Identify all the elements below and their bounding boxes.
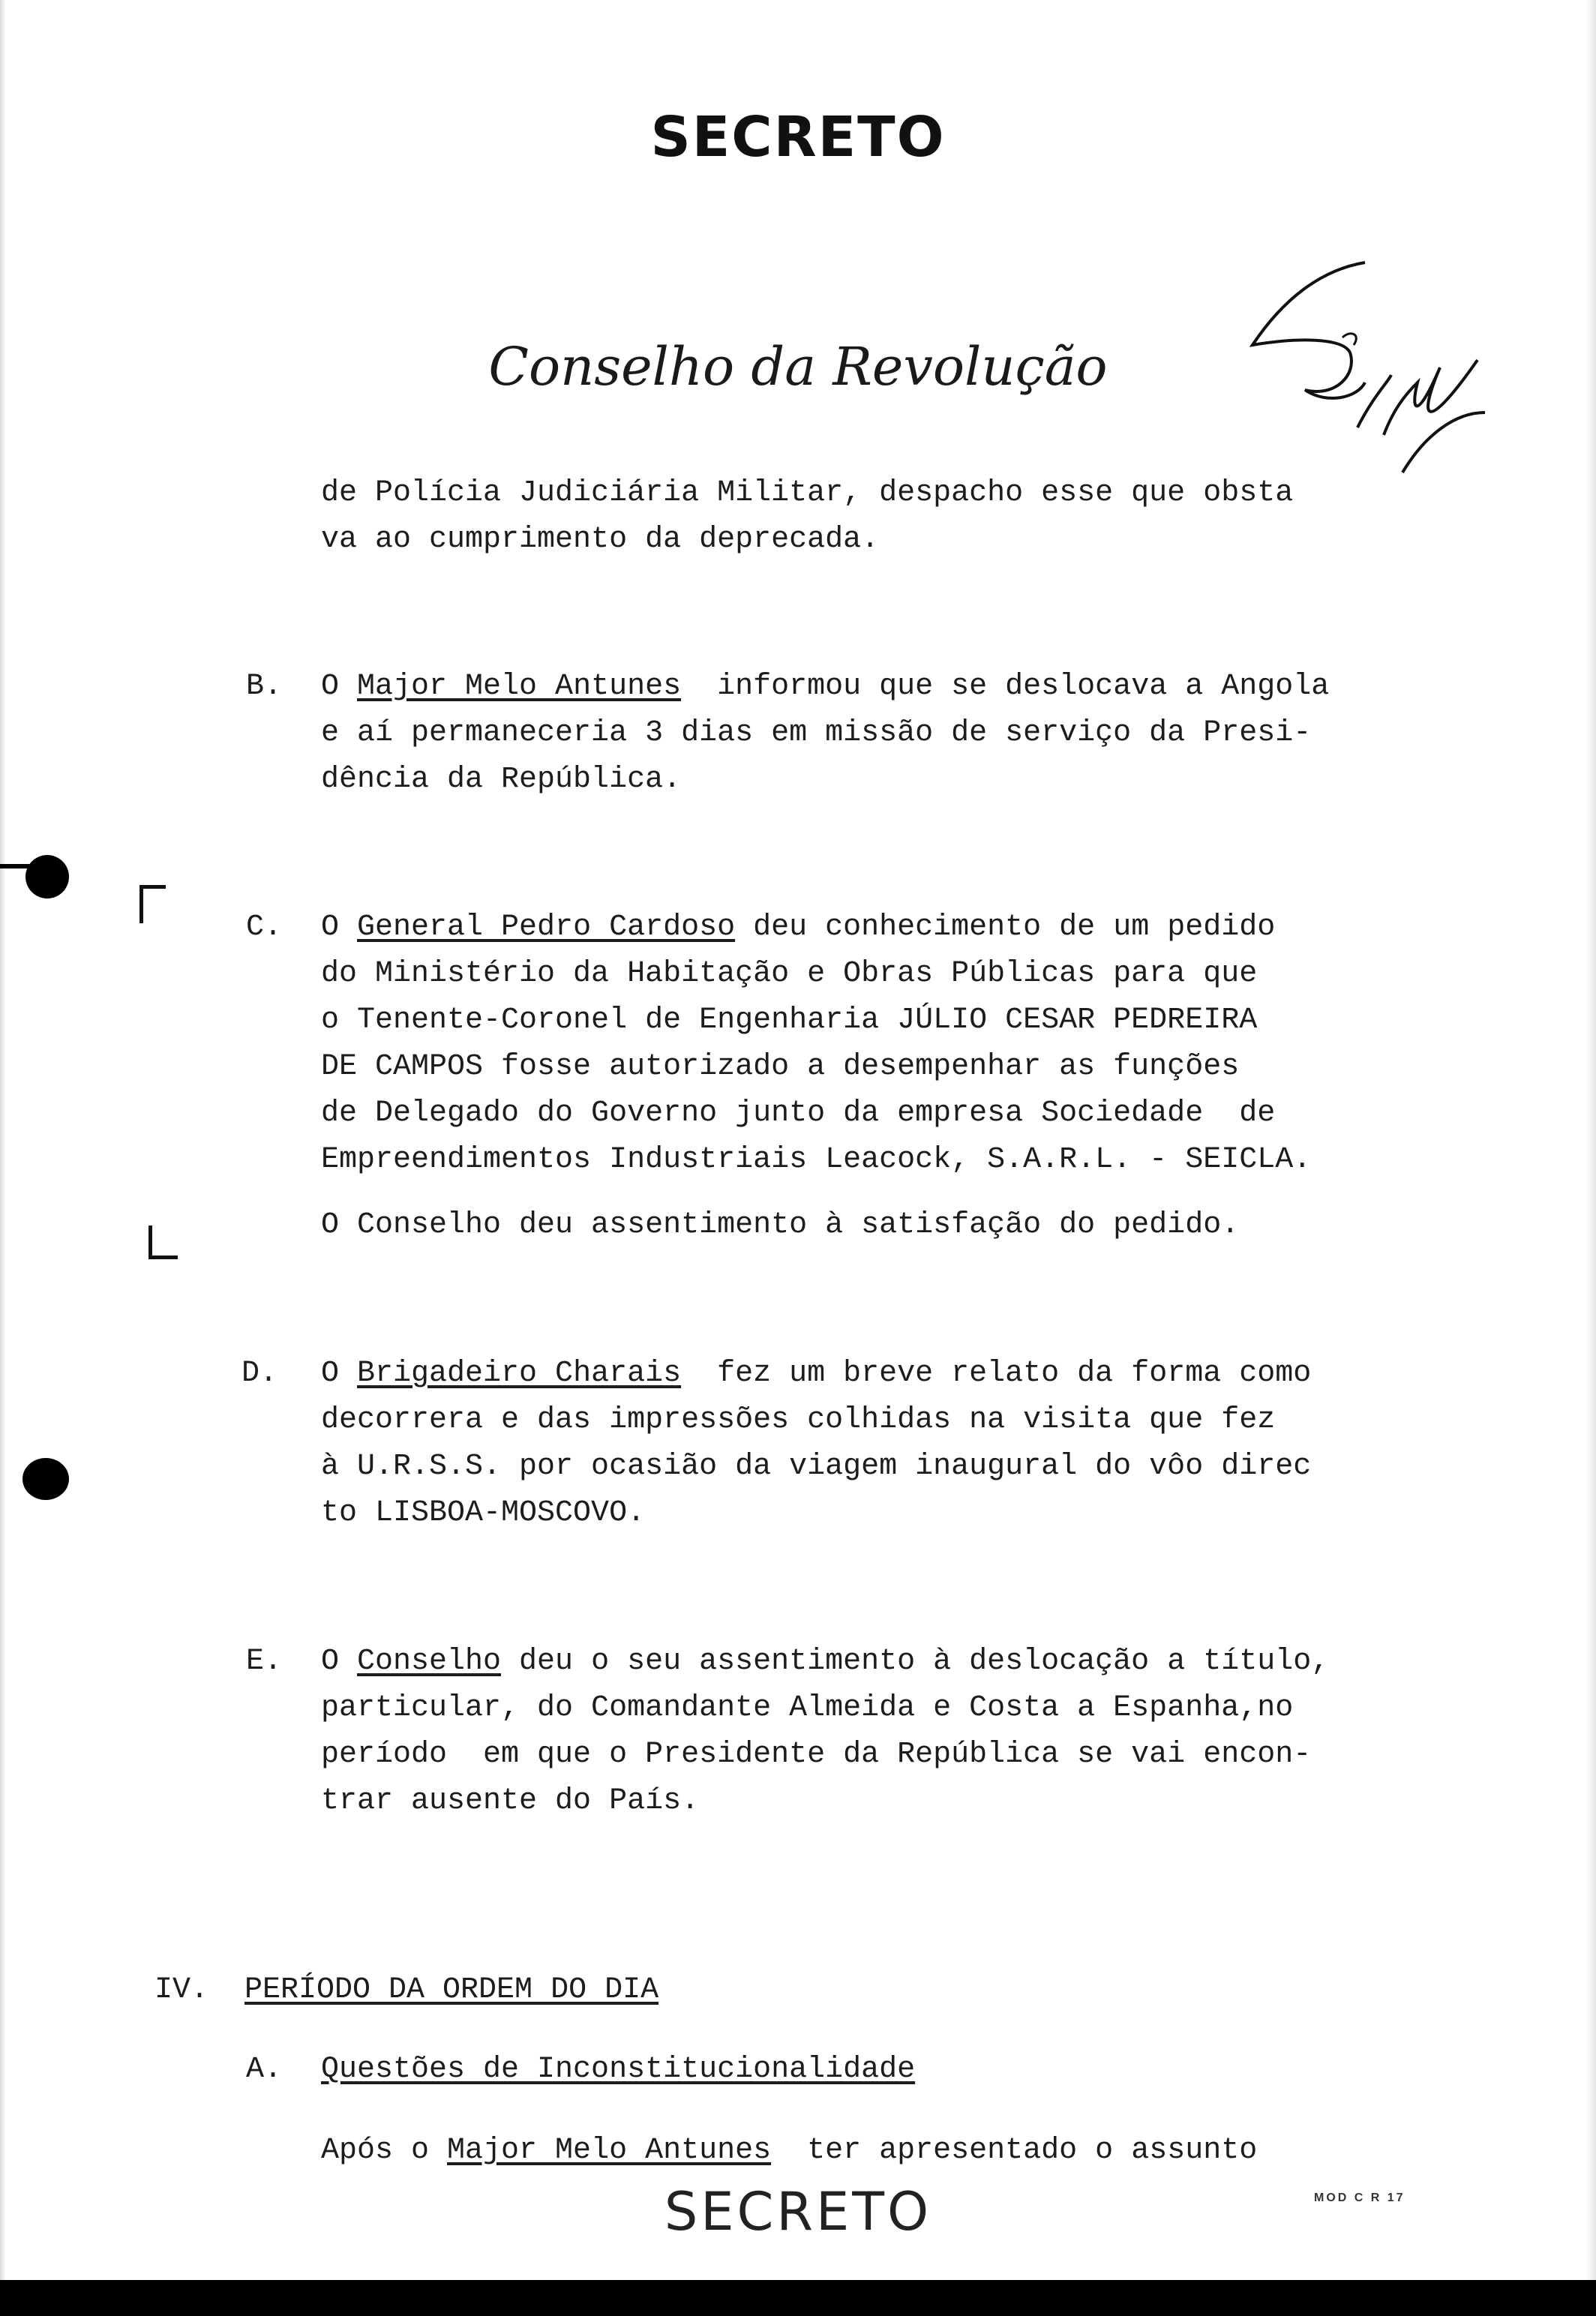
text-line: [321, 1052, 1239, 1082]
underlined-name: PERÍODO DA ORDEM DO DIA: [244, 1973, 659, 2007]
section-label-d: D.: [242, 1357, 278, 1390]
text-line: [321, 1498, 645, 1528]
text-line: [321, 525, 879, 555]
text-line: [321, 1359, 1311, 1389]
text-line: [321, 1006, 1257, 1036]
text-line: [321, 672, 1329, 702]
header-classification-stamp: SECRETO: [650, 105, 946, 170]
text-run: particular, do Comandante Almeida e Costa a Espanha,no: [321, 1691, 1294, 1725]
text-run: do Ministério da Habitação e Obras Públicas para que: [321, 957, 1258, 991]
text-line: [321, 1096, 1276, 1130]
text-run: de Delegado do Governo junto da empresa Sociedade de: [321, 1096, 1276, 1130]
institution-letterhead: Conselho da Revolução: [488, 336, 1108, 398]
text-line: [321, 1786, 699, 1816]
text-run: deu conhecimento de um pedido: [735, 910, 1276, 944]
text-run: O Conselho deu assentimento à satisfação do pedido.: [321, 1208, 1240, 1242]
text-run: trar ausente do País.: [321, 1784, 700, 1818]
text-run: O: [321, 1357, 358, 1390]
text-run: fez um breve relato da forma como: [681, 1357, 1312, 1390]
text-line: [321, 2055, 915, 2085]
text-line: [321, 1403, 1276, 1437]
punch-hole: [22, 1458, 69, 1500]
text-run: deu o seu assentimento à deslocação a título,: [501, 1645, 1330, 1678]
text-line: [244, 1973, 659, 2007]
text-line: [321, 1452, 1311, 1482]
underlined-name: Questões de Inconstitucionalidade: [321, 2053, 916, 2086]
punch-hole: [26, 855, 69, 898]
text-run: o Tenente-Coronel de Engenharia JÚLIO CESAR PEDREIRA: [321, 1004, 1258, 1037]
text-line: [321, 959, 1257, 989]
underlined-name: Major Melo Antunes: [357, 670, 682, 704]
text-line: [321, 910, 1276, 944]
text-run: O: [321, 910, 358, 944]
text-line: [321, 1210, 1239, 1240]
text-run: to LISBOA-MOSCOVO.: [321, 1496, 646, 1530]
section-label-a: A.: [246, 2053, 283, 2086]
section-label-e: E.: [246, 1645, 283, 1678]
text-run: DE CAMPOS fosse autorizado a desempenhar as funções: [321, 1050, 1240, 1084]
text-run: O: [321, 670, 358, 704]
text-line: [321, 718, 1311, 748]
section-label-iv: IV.: [154, 1973, 209, 2007]
text-line: [321, 1647, 1329, 1677]
scan-bottom-edge: [0, 2280, 1596, 2316]
underlined-name: Brigadeiro Charais: [357, 1357, 682, 1390]
underlined-name: General Pedro Cardoso: [357, 910, 736, 944]
text-run: informou que se deslocava a Angola: [681, 670, 1330, 704]
text-run: O: [321, 1645, 358, 1678]
crop-mark-bottom: [148, 1226, 178, 1259]
crop-mark-top: [140, 885, 166, 923]
text-run: Após o: [321, 2134, 448, 2168]
text-run: e aí permaneceria 3 dias em missão de serviço da Presi-: [321, 716, 1312, 750]
handwritten-initials-icon: [1230, 248, 1500, 495]
text-run: Empreendimentos Industriais Leacock, S.A.R.L. - SEICLA.: [321, 1143, 1312, 1177]
underlined-name: Major Melo Antunes: [447, 2134, 772, 2168]
text-line: [321, 765, 681, 795]
underlined-name: Conselho: [357, 1645, 502, 1678]
text-line: [321, 1145, 1311, 1175]
footer-classification-stamp: SECRETO: [664, 2181, 932, 2242]
text-line: [321, 2136, 1257, 2166]
text-run: à U.R.S.S. por ocasião da viagem inaugural do vôo direc: [321, 1450, 1312, 1484]
text-run: ter apresentado o assunto: [771, 2134, 1258, 2168]
text-run: decorrera e das impressões colhidas na visita que fez: [321, 1403, 1276, 1437]
section-label-c: C.: [246, 910, 283, 944]
section-label-b: B.: [246, 670, 283, 704]
text-line: [321, 1691, 1294, 1725]
text-run: período em que o Presidente da República se vai encon-: [321, 1738, 1312, 1772]
text-line: [321, 1740, 1311, 1770]
text-run: dência da República.: [321, 763, 682, 796]
text-line: [321, 478, 1293, 508]
text-run: de Polícia Judiciária Militar, despacho esse que obsta: [321, 476, 1294, 510]
form-code: MOD C R 17: [1314, 2192, 1406, 2204]
punch-hole-smudge: [0, 864, 30, 868]
text-run: va ao cumprimento da deprecada.: [321, 523, 880, 556]
